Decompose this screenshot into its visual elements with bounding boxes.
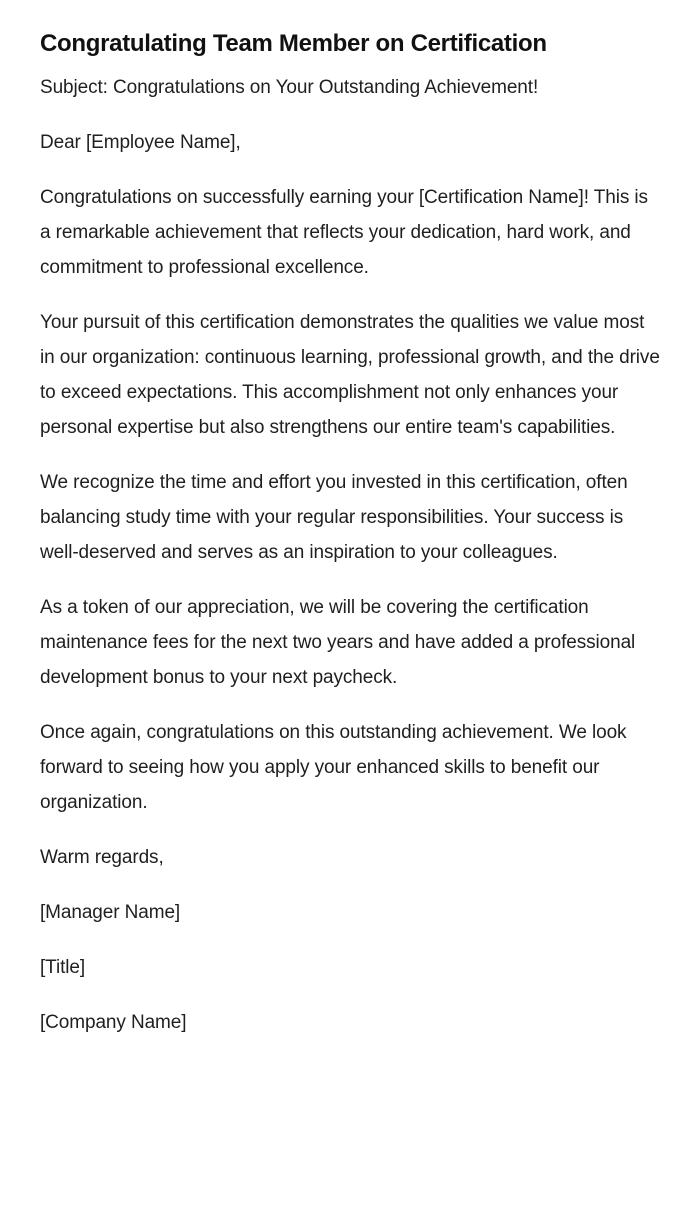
page-title: Congratulating Team Member on Certification bbox=[40, 30, 547, 57]
signature-manager: [Manager Name] bbox=[40, 902, 181, 923]
body-paragraph-5: Once again, congratulations on this outstanding achievement. We look forward to seeing how you apply your enhanced skills to benefit our organization. bbox=[40, 722, 627, 813]
signature-company: [Company Name] bbox=[40, 1012, 187, 1033]
body-paragraph-3: We recognize the time and effort you invested in this certification, often balancing study time with your regular responsibilities. Your success is well-deserved and serves as an inspiration to your colleagues. bbox=[40, 472, 628, 563]
body-paragraph-2: Your pursuit of this certification demonstrates the qualities we value most in our organization: continuous learning, professional growth, and the drive to exceed expectations. This accomplishment not only enhances your personal expertise but also strengthens our entire team's capabilities. bbox=[40, 312, 660, 438]
body-paragraph-1: Congratulations on successfully earning your [Certification Name]! This is a remarkable achievement that reflects your dedication, hard work, and commitment to professional excellence. bbox=[40, 187, 648, 278]
signature-title: [Title] bbox=[40, 957, 86, 978]
body-paragraph-4: As a token of our appreciation, we will be covering the certification maintenance fees for the next two years and have added a professional development bonus to your next paycheck. bbox=[40, 597, 636, 688]
salutation: Dear [Employee Name], bbox=[40, 132, 241, 153]
subject-line: Subject: Congratulations on Your Outstanding Achievement! bbox=[40, 77, 539, 98]
closing-line: Warm regards, bbox=[40, 847, 164, 868]
